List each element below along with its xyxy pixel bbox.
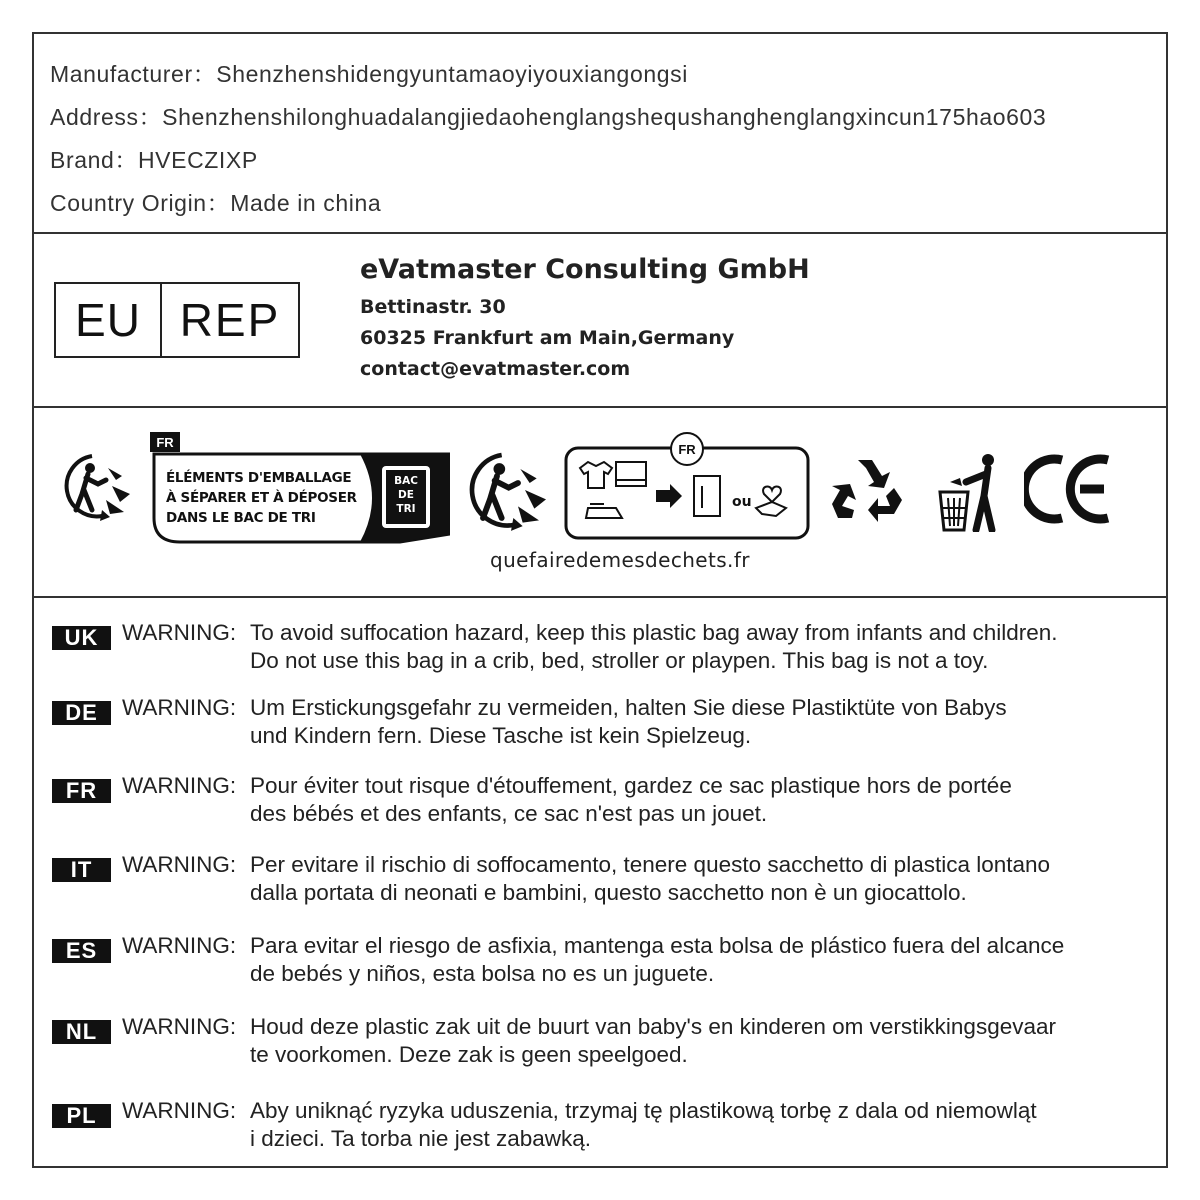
eu-rep-eu: EU: [56, 284, 162, 356]
warning-line-1: Aby uniknąć ryzyka uduszenia, trzymaj tę plastikową torbę z dala od niemowląt: [250, 1098, 1037, 1123]
warning-line-2: Do not use this bag in a crib, bed, stroller or playpen. This bag is not a toy.: [250, 648, 989, 673]
bin-text-2: DE: [398, 489, 414, 501]
rep-city: 60325 Frankfurt am Main,Germany: [360, 327, 735, 349]
ou-text: ou: [732, 494, 752, 510]
warning-head: WARNING:: [122, 773, 237, 798]
label-line-3: DANS LE BAC DE TRI: [166, 510, 316, 526]
warning-line-1: Houd deze plastic zak uit de buurt van baby's en kinderen om verstikkingsgevaar: [250, 1014, 1056, 1039]
eu-rep-rep: REP: [179, 294, 281, 346]
fr-tag-circle: FR: [670, 432, 704, 466]
recycling-section: [34, 408, 1166, 598]
warning-line-2: dalla portata di neonati e bambini, questo sacchetto non è un giocattolo.: [250, 880, 967, 905]
lang-tag-pl: PL: [52, 1104, 111, 1128]
warning-line-2: te voorkomen. Deze zak is geen speelgoed.: [250, 1042, 688, 1067]
lang-tag-nl: NL: [52, 1020, 111, 1044]
rep-company: eVatmaster Consulting GmbH: [360, 254, 810, 285]
bin-text-3: TRI: [396, 503, 416, 515]
warning-line-1: Pour éviter tout risque d'étouffement, gardez ce sac plastique hors de portée: [250, 773, 1012, 798]
warning-head: WARNING:: [122, 1098, 237, 1123]
warning-head: WARNING:: [122, 620, 237, 645]
manufacturer-line: Manufacturer：Shenzhenshidengyuntamaoyiyouxiangongsi: [50, 61, 688, 87]
address-line: Address：Shenzhenshilonghuadalangjiedaohenglangshequshanghenglangxincun175hao603: [50, 104, 1047, 130]
eu-rep-symbol: [54, 282, 300, 358]
warning-line-1: Para evitar el riesgo de asfixia, mantenga esta bolsa de plástico fuera del alcance: [250, 933, 1065, 958]
bin-text: [387, 474, 425, 516]
warning-line-1: Per evitare il rischio di soffocamento, tenere questo sacchetto di plastica lontano: [250, 852, 1051, 877]
rep-email: contact@evatmaster.com: [360, 358, 631, 380]
sorting-label: [150, 434, 450, 544]
ce-mark-icon: [1024, 454, 1114, 524]
lang-tag-uk: UK: [52, 626, 111, 650]
warning-line-2: i dzieci. Ta torba nie jest zabawką.: [250, 1126, 592, 1151]
lang-tag-de: DE: [52, 701, 111, 725]
warning-head: WARNING:: [122, 852, 237, 877]
warning-line-1: To avoid suffocation hazard, keep this plastic bag away from infants and children.: [250, 620, 1058, 645]
lang-tag-it: IT: [52, 858, 111, 882]
bin-text-1: BAC: [394, 475, 418, 487]
website-url: quefairedemesdechets.fr: [490, 548, 750, 572]
recycle-icon: [828, 454, 908, 528]
rep-street: Bettinastr. 30: [360, 296, 506, 318]
warnings-section: [34, 598, 1166, 1168]
warning-head: WARNING:: [122, 933, 237, 958]
manufacturer-info-section: [34, 34, 1166, 234]
triman-icon: [62, 450, 138, 522]
warning-line-2: des bébés et des enfants, ce sac n'est pas un jouet.: [250, 801, 768, 826]
lang-tag-es: ES: [52, 939, 111, 963]
origin-line: Country Origin：Made in china: [50, 190, 382, 216]
warning-head: WARNING:: [122, 695, 237, 720]
warning-line-1: Um Erstickungsgefahr zu vermeiden, halten Sie diese Plastiktüte von Babys: [250, 695, 1007, 720]
warning-line-2: de bebés y niños, esta bolsa no es un juguete.: [250, 961, 715, 986]
triman-icon-2: [466, 448, 556, 532]
warning-head: WARNING:: [122, 1014, 237, 1039]
tidyman-icon: [936, 452, 1006, 532]
brand-line: Brand：HVECZIXP: [50, 147, 258, 173]
label-line-1: ÉLÉMENTS D'EMBALLAGE: [166, 470, 352, 486]
label-line-2: À SÉPARER ET À DÉPOSER: [166, 490, 357, 506]
eu-rep-section: [34, 234, 1166, 408]
lang-tag-fr: FR: [52, 779, 111, 803]
fr-tag: FR: [150, 432, 180, 452]
label-frame: [32, 32, 1168, 1168]
warning-line-2: und Kindern fern. Diese Tasche ist kein Spielzeug.: [250, 723, 752, 748]
